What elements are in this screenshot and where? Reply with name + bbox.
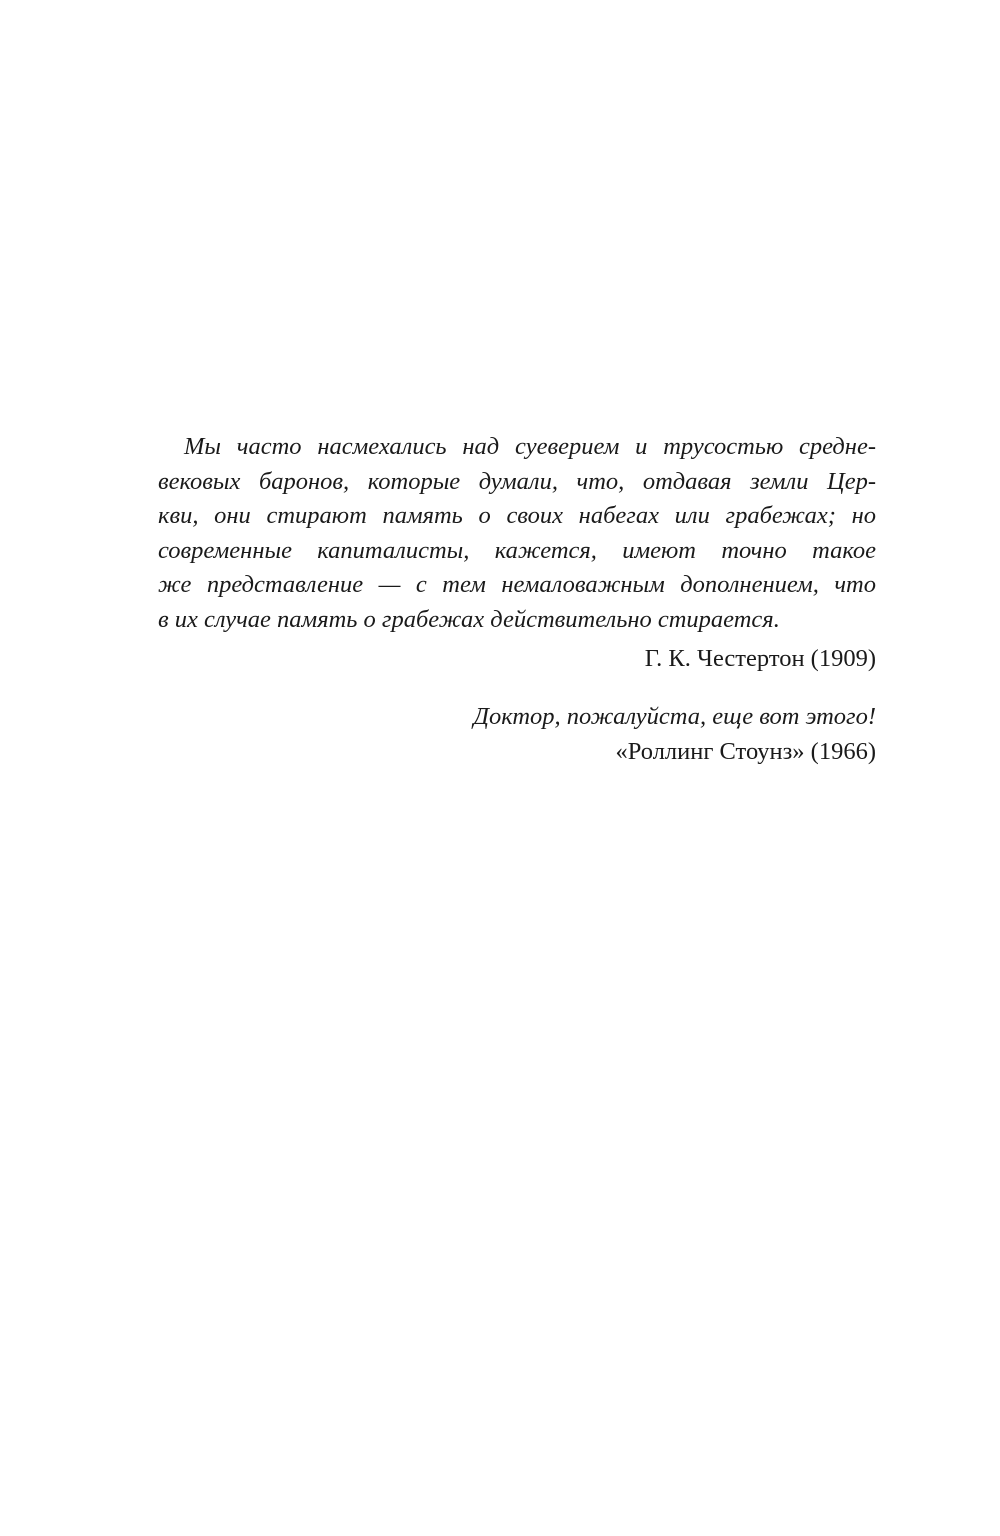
quote-attribution: «Роллинг Стоунз» (1966): [615, 737, 876, 765]
epigraph-chesterton: [158, 430, 876, 677]
quote-line: вековых баронов, которые думали, что, отдавая земли Цер-: [158, 467, 876, 495]
quote-line: в их случае память о грабежах действительно стирается.: [158, 605, 780, 633]
quote-line: Доктор, пожалуйста, еще вот этого!: [473, 703, 876, 730]
quote-line: Мы часто насмехались над суеверием и трусостью средне-: [184, 433, 876, 460]
quote-line: кви, они стирают память о своих набегах или грабежах; но: [158, 502, 876, 529]
epigraph-rolling-stones: [158, 700, 876, 769]
quote-line: современные капиталисты, кажется, имеют точно такое: [158, 536, 876, 564]
quote-line: же представление — с тем немаловажным дополнением, что: [158, 571, 876, 598]
quote-attribution: Г. К. Честертон (1909): [644, 645, 876, 672]
